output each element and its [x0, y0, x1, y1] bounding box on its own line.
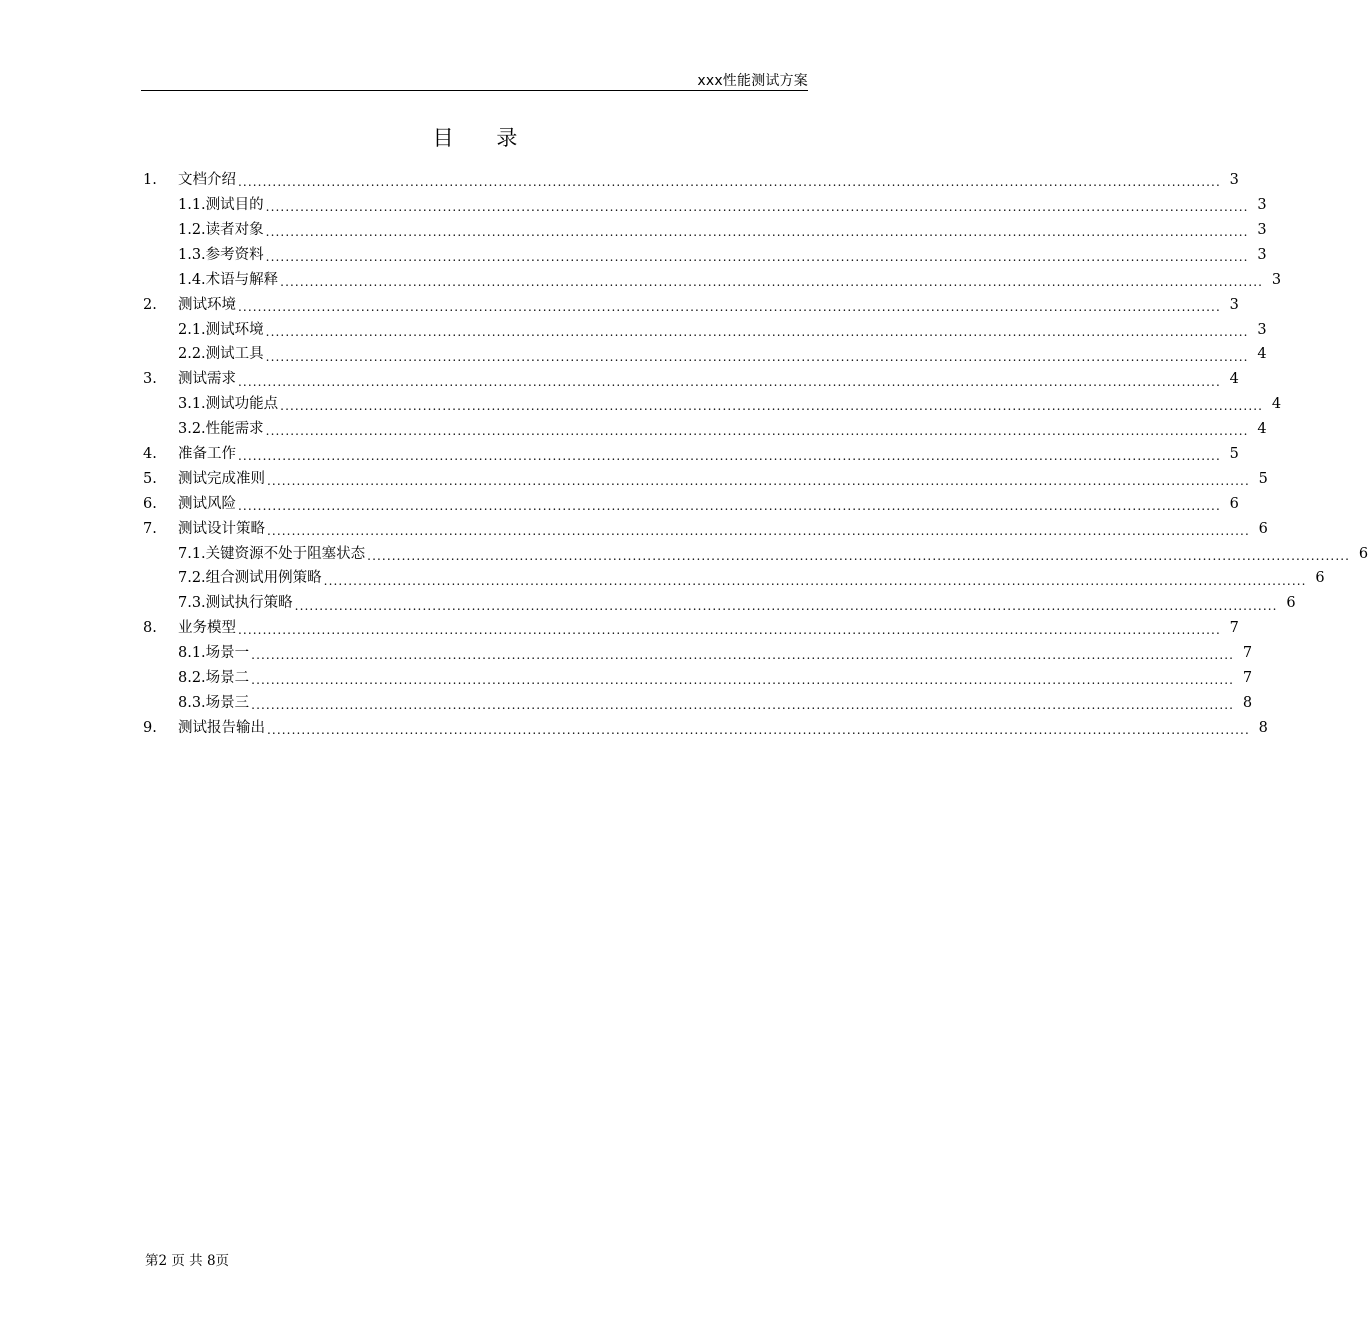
toc-entry-text: 7.2.组合测试用例策略: [178, 570, 322, 587]
toc-entry-page: 6: [1315, 570, 1325, 587]
header-title: xxx性能测试方案: [697, 73, 808, 89]
toc-entry-page: 3: [1229, 296, 1239, 313]
toc-dot-leader: ........................................................................................................................................................................................................: [265, 200, 1249, 215]
toc-dot-leader: ........................................................................................................................................................................................................: [251, 648, 1235, 663]
toc-entry-page: 6: [1258, 520, 1268, 537]
toc-entry-number: 7.: [143, 520, 157, 537]
toc-entry-page: 6: [1229, 495, 1239, 512]
toc-dot-leader: ........................................................................................................................................................................................................: [238, 175, 1221, 190]
toc-entry[interactable]: [143, 268, 1282, 293]
toc-entry-page: 6: [1358, 545, 1368, 562]
toc-entry-page: 7: [1242, 645, 1253, 662]
toc-entry-text: 测试环境: [178, 296, 236, 313]
toc-entry-page: 8: [1242, 694, 1253, 711]
toc-entry-text: 1.2.读者对象: [178, 221, 264, 238]
toc-entry-text: 3.2.性能需求: [178, 421, 264, 438]
toc-entry-text: 测试完成准则: [178, 470, 265, 487]
toc-entry[interactable]: [143, 666, 1253, 691]
toc-dot-leader: ........................................................................................................................................................................................................: [265, 250, 1249, 265]
toc-dot-leader: ........................................................................................................................................................................................................: [238, 374, 1221, 389]
toc-entry[interactable]: [143, 616, 1239, 641]
toc-entry-text: 文档介绍: [178, 172, 236, 189]
toc-entry-number: 5.: [143, 470, 157, 487]
toc-entry-number: 4.: [143, 445, 157, 462]
toc-entry[interactable]: [143, 417, 1267, 442]
toc-entry-number: 1.: [143, 172, 157, 189]
toc-entry[interactable]: [143, 541, 1368, 566]
toc-entry-text: 8.3.场景三: [178, 694, 250, 711]
toc-dot-leader: ........................................................................................................................................................................................................: [265, 349, 1249, 364]
toc-entry-number: 6.: [143, 495, 157, 512]
toc-entry[interactable]: [143, 641, 1253, 666]
toc-entry-text: 业务模型: [178, 620, 236, 637]
toc-entry-page: 7: [1242, 670, 1253, 686]
toc-dot-leader: ........................................................................................................................................................................................................: [251, 673, 1235, 688]
toc-dot-leader: ........................................................................................................................................................................................................: [280, 399, 1264, 414]
toc-dot-leader: ........................................................................................................................................................................................................: [251, 698, 1235, 713]
page-footer: 第2 页 共 8页: [145, 1253, 230, 1269]
toc-entry[interactable]: [143, 716, 1268, 741]
toc-dot-leader: ........................................................................................................................................................................................................: [267, 523, 1250, 538]
toc-entry-text: 1.4.术语与解释: [178, 271, 279, 288]
toc-entry-text: 测试风险: [178, 495, 236, 512]
toc-dot-leader: ........................................................................................................................................................................................................: [323, 573, 1307, 588]
toc-entry-page: 4: [1257, 421, 1267, 438]
toc-entry[interactable]: [143, 367, 1239, 392]
toc-entry-page: 7: [1229, 620, 1239, 637]
toc-entry[interactable]: [143, 168, 1239, 193]
toc-entry-number: 2.: [143, 296, 157, 313]
toc-entry-text: 测试需求: [178, 371, 236, 388]
toc-entry[interactable]: [143, 591, 1296, 616]
toc-title: 目 录: [432, 126, 536, 150]
toc-entry[interactable]: [143, 566, 1325, 591]
toc-dot-leader: ........................................................................................................................................................................................................: [238, 299, 1221, 314]
toc-dot-leader: ........................................................................................................................................................................................................: [267, 474, 1250, 489]
toc-entry-page: 3: [1229, 172, 1239, 189]
toc-entry[interactable]: [143, 317, 1267, 342]
toc-entry-page: 3: [1257, 197, 1267, 214]
toc-entry-text: 7.1.关键资源不处于阻塞状态: [178, 545, 366, 562]
toc-entry[interactable]: [143, 467, 1268, 492]
toc-dot-leader: ........................................................................................................................................................................................................: [280, 275, 1264, 289]
toc-dot-leader: ........................................................................................................................................................................................................: [267, 723, 1250, 738]
toc-dot-leader: ........................................................................................................................................................................................................: [265, 424, 1249, 439]
toc-entry-text: 8.2.场景二: [178, 670, 250, 686]
toc-dot-leader: ........................................................................................................................................................................................................: [238, 499, 1221, 514]
toc-entry-page: 3: [1271, 271, 1282, 288]
toc-entry[interactable]: [143, 193, 1267, 218]
toc-entry-page: 4: [1271, 396, 1282, 413]
toc-entry-page: 4: [1257, 346, 1267, 363]
page-header: [141, 68, 808, 91]
toc-entry-text: 2.1.测试环境: [178, 321, 264, 338]
toc-entry-text: 测试设计策略: [178, 520, 265, 537]
toc-entry[interactable]: [143, 243, 1267, 268]
toc-entry-page: 3: [1257, 321, 1267, 338]
toc-entry-page: 5: [1258, 470, 1268, 487]
toc-entry-text: 测试报告输出: [178, 719, 265, 736]
table-of-contents: [143, 168, 1368, 740]
toc-entry-text: 1.1.测试目的: [178, 197, 264, 214]
toc-dot-leader: ........................................................................................................................................................................................................: [265, 324, 1249, 339]
toc-entry-page: 4: [1229, 371, 1239, 388]
toc-entry-text: 1.3.参考资料: [178, 246, 264, 263]
toc-entry[interactable]: [143, 691, 1253, 716]
toc-entry-page: 3: [1257, 221, 1267, 238]
toc-dot-leader: ........................................................................................................................................................................................................: [238, 623, 1221, 638]
toc-entry-page: 8: [1258, 719, 1268, 736]
toc-dot-leader: ........................................................................................................................................................................................................: [265, 225, 1249, 240]
toc-entry[interactable]: [143, 292, 1239, 317]
toc-entry[interactable]: [143, 492, 1239, 517]
toc-dot-leader: ........................................................................................................................................................................................................: [367, 548, 1351, 563]
toc-entry-text: 3.1.测试功能点: [178, 396, 279, 413]
toc-entry-text: 2.2.测试工具: [178, 346, 264, 363]
toc-entry[interactable]: [143, 218, 1267, 243]
toc-entry-number: 9.: [143, 719, 157, 736]
toc-entry[interactable]: [143, 516, 1268, 541]
toc-entry-page: 6: [1286, 595, 1296, 612]
toc-entry-text: 8.1.场景一: [178, 645, 250, 662]
toc-entry[interactable]: [143, 392, 1282, 417]
toc-entry-text: 准备工作: [178, 445, 236, 462]
toc-entry[interactable]: [143, 342, 1267, 367]
toc-dot-leader: ........................................................................................................................................................................................................: [238, 449, 1221, 464]
toc-entry-page: 3: [1257, 246, 1267, 263]
toc-entry[interactable]: [143, 442, 1239, 467]
toc-dot-leader: ........................................................................................................................................................................................................: [294, 598, 1278, 613]
toc-entry-number: 8.: [143, 620, 157, 637]
toc-entry-number: 3.: [143, 371, 157, 388]
toc-entry-page: 5: [1229, 445, 1239, 462]
toc-entry-text: 7.3.测试执行策略: [178, 595, 293, 612]
